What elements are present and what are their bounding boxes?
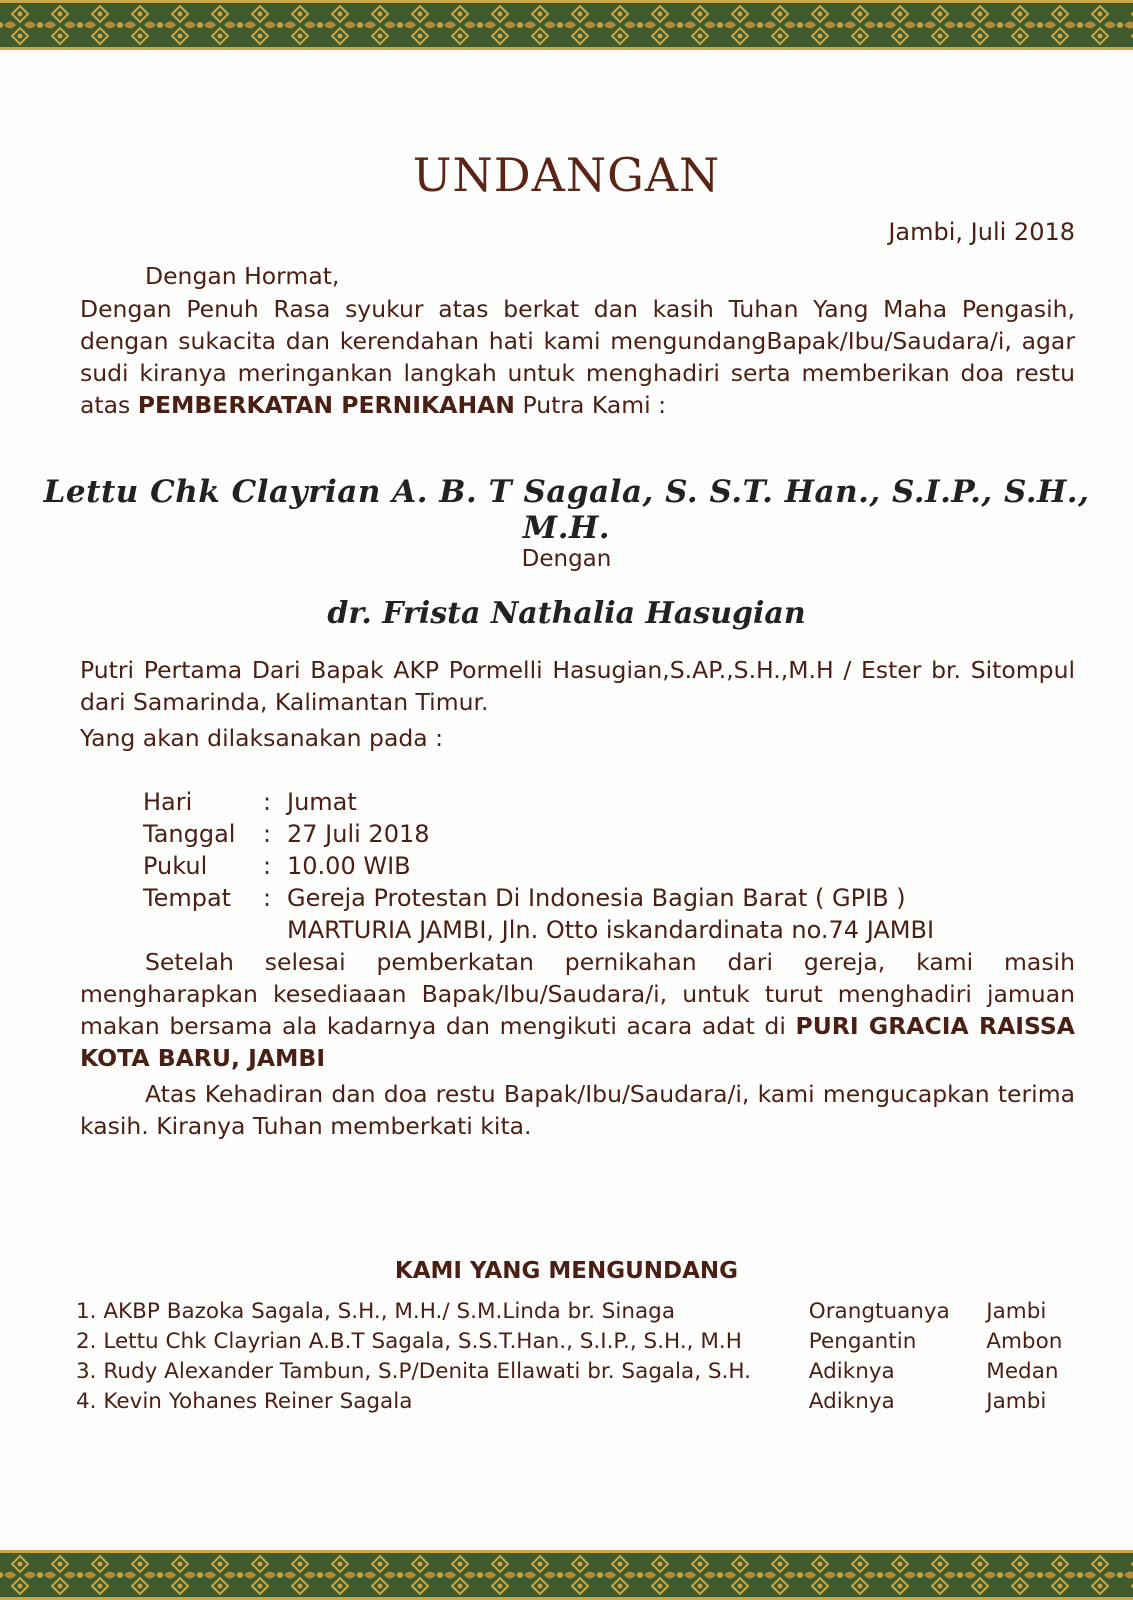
- reception-text: Setelah selesai pemberkatan pernikahan dari gereja, kami masih mengharapkan kesediaaan Bapak/Ibu/Saudara/i, untuk turut menghadiri jamuan makan bersama ala kadarnya dan mengikuti acara adat di: [80, 948, 1075, 1040]
- host-city: Jambi: [986, 1299, 1047, 1324]
- host-city: Jambi: [986, 1389, 1047, 1414]
- host-role: Adiknya: [808, 1389, 895, 1414]
- ornamental-border-bottom: [0, 1550, 1133, 1600]
- host-row: [76, 1297, 1076, 1327]
- intro-paragraph: [80, 293, 1075, 421]
- host-name: 4. Kevin Yohanes Reiner Sagala: [76, 1389, 413, 1414]
- hosts-title: KAMI YANG MENGUNDANG: [394, 1258, 739, 1284]
- schedule-row: Pukul : 10.00 WIB: [143, 850, 1047, 882]
- schedule-place-line2: MARTURIA JAMBI, Jln. Otto iskandardinata no.74 JAMBI: [287, 916, 935, 944]
- host-name: 3. Rudy Alexander Tambun, S.P/Denita Ellawati br. Sagala, S.H.: [76, 1359, 751, 1384]
- greeting: Dengan Hormat,: [145, 262, 340, 290]
- schedule-value: Gereja Protestan Di Indonesia Bagian Barat ( GPIB ): [287, 884, 906, 912]
- host-role: Adiknya: [808, 1359, 895, 1384]
- schedule-value: Jumat: [287, 788, 357, 816]
- hosts-list: [76, 1297, 1076, 1417]
- host-name: 2. Lettu Chk Clayrian A.B.T Sagala, S.S.T.Han., S.I.P., S.H., M.H: [76, 1329, 742, 1354]
- intro-end-text: Putra Kami :: [514, 391, 667, 419]
- ornamental-border-top: [0, 0, 1133, 50]
- page-title: UNDANGAN: [412, 148, 721, 202]
- schedule-row: Tempat : Gereja Protestan Di Indonesia Bagian Barat ( GPIB ): [143, 882, 1047, 914]
- schedule-label: Pukul: [143, 852, 208, 880]
- schedule-value: 27 Juli 2018: [287, 820, 430, 848]
- reception-paragraph: [80, 946, 1075, 1074]
- host-role: Orangtuanya: [808, 1299, 950, 1324]
- schedule-value: 10.00 WIB: [287, 852, 411, 880]
- host-row: [76, 1327, 1076, 1357]
- groom-name: Lettu Chk Clayrian A. B. T Sagala, S. S.T. Han., S.I.P., S.H., M.H.: [43, 474, 1090, 546]
- batik-pattern-icon: [0, 0, 1133, 50]
- batik-pattern-icon: [0, 1550, 1133, 1600]
- schedule-label: Tempat: [143, 884, 232, 912]
- schedule-row: Hari : Jumat: [143, 786, 1047, 818]
- intro-bold-text: PEMBERKATAN PERNIKAHAN: [137, 391, 515, 419]
- host-name: 1. AKBP Bazoka Sagala, S.H., M.H./ S.M.Linda br. Sinaga: [76, 1299, 675, 1324]
- schedule-row: [143, 914, 1047, 946]
- schedule-label: Tanggal: [143, 820, 236, 848]
- bride-name: dr. Frista Nathalia Hasugian: [327, 596, 806, 631]
- intro-text: Dengan Penuh Rasa syukur atas berkat dan kasih Tuhan Yang Maha Pengasih, dengan sukacita dan kerendahan hati kami mengundangBapak/Ibu/Saudara/i, agar sudi kiranya meringankan langkah untuk menghadiri serta memberikan doa restu atas: [80, 295, 1075, 419]
- schedule-row: Tanggal : 27 Juli 2018: [143, 818, 1047, 850]
- bride-parents: Putri Pertama Dari Bapak AKP Pormelli Hasugian,S.AP.,S.H.,M.H / Ester br. Sitompul dari Samarinda, Kalimantan Timur.: [80, 656, 1075, 716]
- schedule-intro: Yang akan dilaksanakan pada :: [80, 724, 444, 752]
- host-city: Medan: [986, 1359, 1059, 1384]
- schedule-label: Hari: [143, 788, 193, 816]
- host-role: Pengantin: [808, 1329, 917, 1354]
- reception-venue: PURI GRACIA RAISSA KOTA BARU, JAMBI: [80, 1012, 1075, 1072]
- connector-text: Dengan: [521, 546, 612, 572]
- schedule-details: [143, 786, 1047, 946]
- host-row: [76, 1387, 1076, 1417]
- host-row: [76, 1357, 1076, 1387]
- closing-paragraph: Atas Kehadiran dan doa restu Bapak/Ibu/Saudara/i, kami mengucapkan terima kasih. Kiranya Tuhan memberkati kita.: [80, 1080, 1075, 1140]
- letter-date: Jambi, Juli 2018: [888, 218, 1075, 246]
- host-city: Ambon: [986, 1329, 1063, 1354]
